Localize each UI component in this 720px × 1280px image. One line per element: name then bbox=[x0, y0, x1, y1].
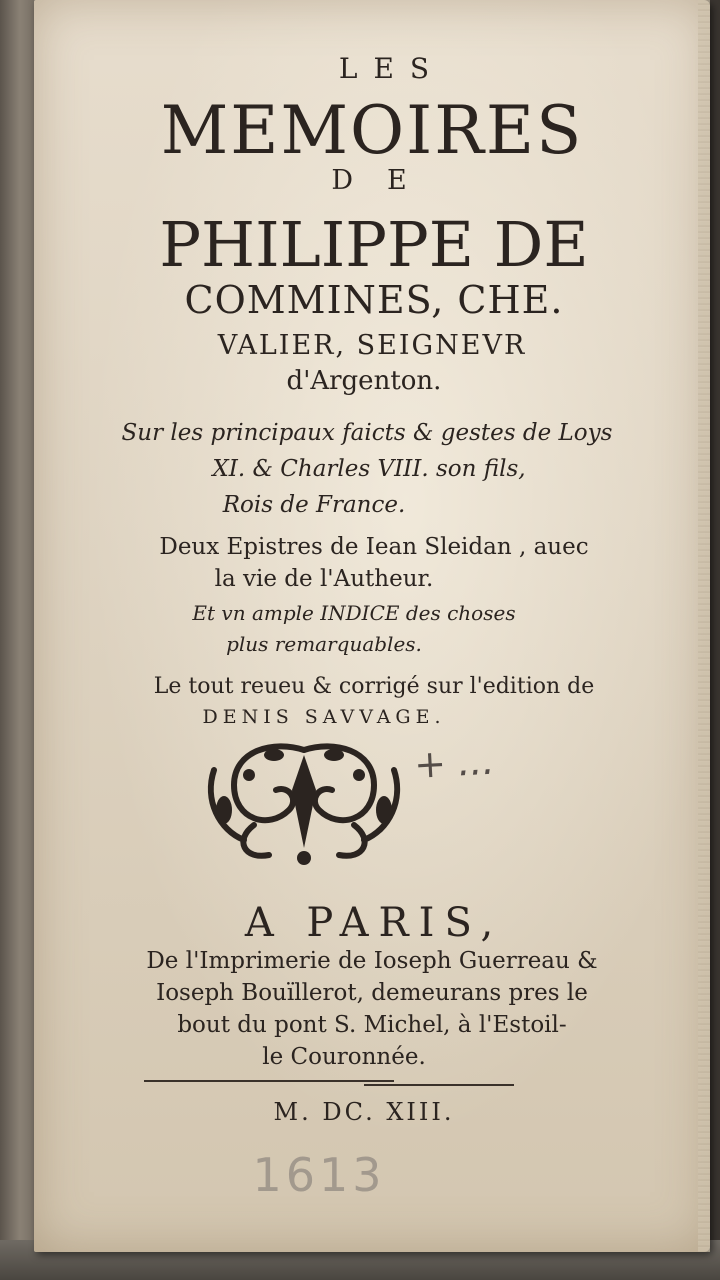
handwritten-signature: + ... bbox=[413, 738, 496, 787]
title-philippe: PHILIPPE DE bbox=[159, 208, 589, 281]
imprint-line-1: De l'Imprimerie de Ioseph Guerreau & bbox=[146, 948, 598, 974]
epistres-line-2: la vie de l'Autheur. bbox=[214, 566, 434, 592]
indice-line-1: Et vn ample INDICE des choses bbox=[192, 601, 516, 625]
title-de: DE bbox=[331, 165, 441, 196]
revision-line-1: Le tout reueu & corrigé sur l'edition de bbox=[153, 674, 595, 699]
pencil-year-annotation: 1613 bbox=[252, 1148, 386, 1202]
subtitle-line-2: XI. & Charles VIII. son fils, bbox=[212, 456, 526, 482]
indice-line-2: plus remarquables. bbox=[226, 632, 422, 656]
divider-rule bbox=[144, 1080, 394, 1082]
divider-rule bbox=[364, 1084, 514, 1086]
epistres-line-1: Deux Epistres de Iean Sleidan , auec bbox=[159, 534, 589, 560]
revision-line-2: DENIS SAVVAGE. bbox=[202, 706, 446, 728]
subtitle-line-3: Rois de France. bbox=[222, 492, 406, 518]
subtitle-line-1: Sur les principaux faicts & gestes de Loys bbox=[121, 420, 613, 446]
imprint-date: M. DC. XIII. bbox=[273, 1098, 455, 1126]
imprint-place: A PARIS, bbox=[244, 900, 504, 946]
imprint-line-3: bout du pont S. Michel, à l'Estoil- bbox=[177, 1012, 567, 1038]
title-memoires: MEMOIRES bbox=[160, 92, 584, 169]
title-argenton: d'Argenton. bbox=[286, 366, 442, 396]
imprint-line-4: le Couronnée. bbox=[262, 1044, 426, 1070]
title-page bbox=[34, 0, 710, 1252]
title-commines: COMMINES, CHE. bbox=[184, 278, 564, 322]
imprint-line-2: Ioseph Bouïllerot, demeurans pres le bbox=[156, 980, 588, 1006]
fleuron-ornament-icon bbox=[194, 730, 414, 870]
title-les: LES bbox=[338, 52, 446, 85]
title-valier: VALIER, SEIGNEVR bbox=[217, 330, 527, 361]
